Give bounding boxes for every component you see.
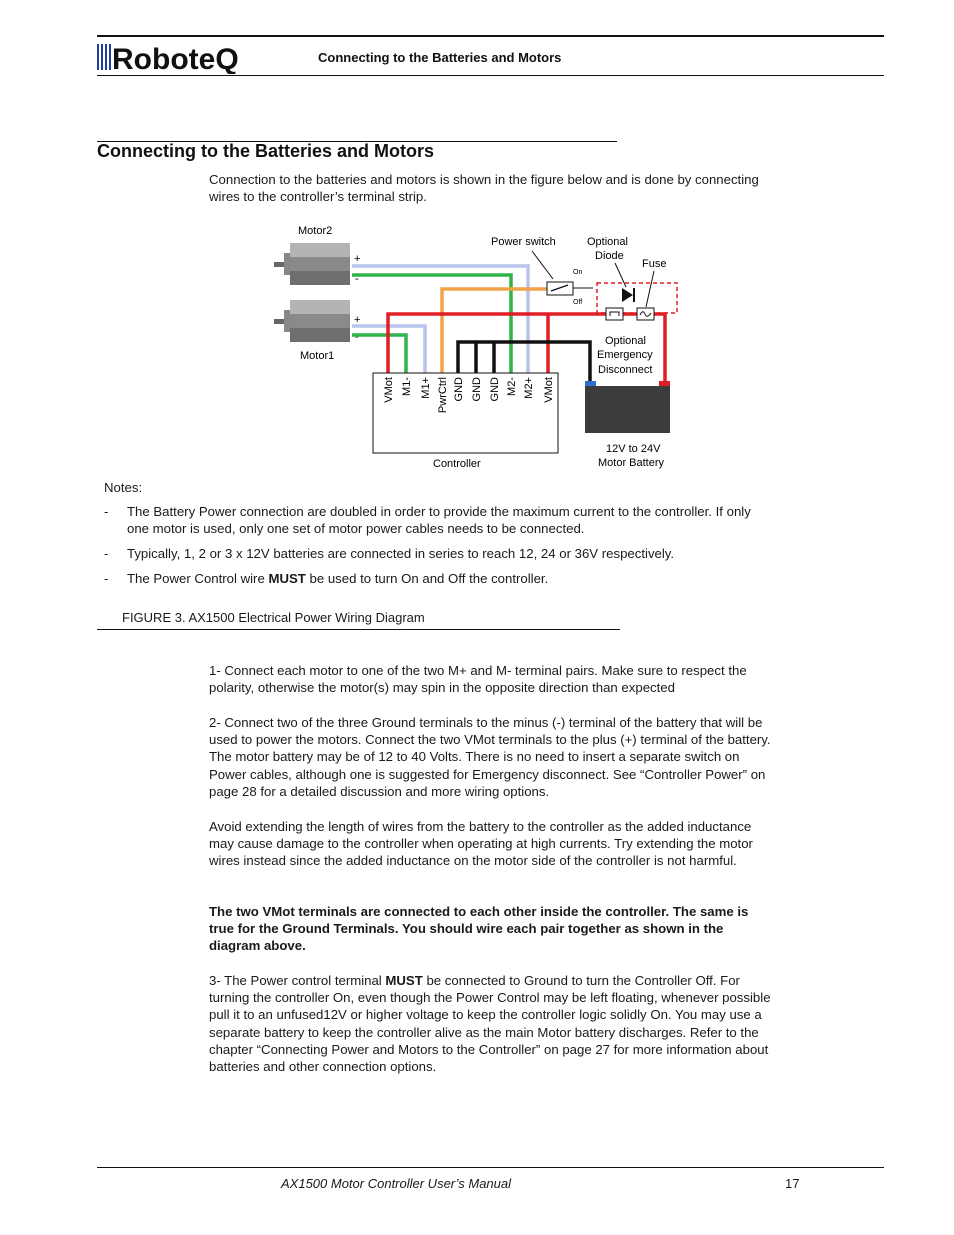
note-item-1: [104, 503, 774, 539]
section-title: Connecting to the Batteries and Motors: [97, 141, 435, 161]
motor1-minus: -: [355, 331, 359, 343]
motor1-label: Motor1: [300, 350, 335, 362]
diode-icon: [622, 288, 635, 302]
body-paragraph-1: 1- Connect each motor to one of the two M+ and M- terminal pairs. Make sure to respect the polarity, otherwise the motor(s) may spin in the opposite direction than expected: [209, 663, 747, 696]
motor2-label: Motor2: [298, 225, 333, 237]
header-top-rule: [97, 35, 884, 37]
note-text: The Power Control wire MUST be used to turn On and Off the controller.: [127, 571, 549, 586]
wire-m2-blue: [352, 266, 528, 373]
notes-label: Notes:: [104, 480, 143, 495]
disconnect-icon: [606, 308, 623, 320]
switch-on-label: On: [573, 269, 583, 276]
motor2-minus: -: [355, 273, 359, 285]
logo-text: RoboteQ: [112, 43, 239, 74]
note-dash: -: [104, 571, 109, 586]
footer-rule: [97, 1167, 884, 1168]
switch-off-label: Off: [573, 299, 583, 306]
disconnect-label-1: Optional: [605, 335, 646, 347]
body-paragraph-2: 2- Connect two of the three Ground terminals to the minus (-) terminal of the battery that will be used to power the motors. Connect the two VMot terminals to the plus (+) terminal of the battery. The motor battery may be of 12 to 40 Volts. There is no need to insert a separate switch on Power cables, although one is suggested for Emergency disconnect. See “Controller Power” on page 28 for a detailed discussion and more wiring options.: [209, 715, 771, 799]
battery-label-2: Motor Battery: [598, 457, 665, 469]
note-item-3: [104, 570, 774, 588]
running-header: Connecting to the Batteries and Motors: [318, 50, 562, 65]
power-switch-pointer: [532, 251, 553, 279]
body-paragraph-5: 3- The Power control terminal MUST be connected to Ground to turn the Controller Off. For turning the controller On, even though the Power Control may be left floating, whenever possible pull it to an unfused12V or higher voltage to keep the controller logic solidly On. You may use a separate battery to keep the controller alive as the main Motor battery discharges. Refer to the chapter “Connecting Power and Motors to the Controller” on page 27 for more information about batteries and other connection options.: [209, 973, 771, 1075]
terminal-label: GND: [453, 377, 465, 402]
terminal-label: VMot: [543, 377, 555, 403]
note-text: Typically, 1, 2 or 3 x 12V batteries are connected in series to reach 12, 24 or 36V respectively.: [127, 546, 675, 561]
motor2: [274, 243, 350, 285]
page-number: 17: [785, 1176, 800, 1191]
note-dash: -: [104, 546, 109, 561]
terminal-label: PwrCtrl: [437, 377, 449, 414]
body-paragraph-4: The two VMot terminals are connected to each other inside the controller. The same is true for the Ground Terminals. You should wire each pair together as shown in the diagram above.: [209, 904, 749, 954]
battery: [585, 381, 670, 433]
wire-m1-green: [352, 335, 406, 373]
roboteq-logo: [97, 40, 272, 74]
motor1: [274, 300, 350, 342]
disconnect-label-3: Disconnect: [598, 364, 653, 376]
note-text: The Battery Power connection are doubled in order to provide the maximum current to the controller. If only one motor is used, only one set of motor power cables needs to be connected.: [127, 504, 751, 537]
motor1-plus: +: [354, 314, 361, 326]
figure-rule: [97, 629, 620, 630]
terminal-label: M2-: [506, 377, 518, 396]
disconnect-label-2: Emergency: [597, 349, 653, 361]
terminal-label: GND: [471, 377, 483, 402]
controller-label: Controller: [433, 458, 481, 470]
note-item-2: [104, 545, 774, 563]
battery-label-1: 12V to 24V: [606, 443, 661, 455]
body-paragraph-3: Avoid extending the length of wires from the battery to the controller as the added inductance may cause damage to the controller when operating at high currents. Try extending the motor wires instead since the added inductance on the motor side of the controller is not harmful.: [209, 819, 753, 869]
intro-paragraph: Connection to the batteries and motors is shown in the figure below and is done by connecting wires to the controller’s terminal strip.: [209, 172, 759, 205]
diode-label-1: Optional: [587, 236, 628, 248]
footer-title: AX1500 Motor Controller User’s Manual: [281, 1176, 512, 1191]
terminal-label: M2+: [523, 377, 535, 399]
power-switch-label: Power switch: [491, 236, 556, 248]
fuse-label: Fuse: [642, 258, 667, 270]
motor2-plus: +: [354, 253, 361, 265]
figure-caption: FIGURE 3. AX1500 Electrical Power Wiring Diagram: [122, 610, 425, 625]
terminal-label: GND: [489, 377, 501, 402]
power-switch: [547, 282, 573, 295]
terminal-label: M1-: [401, 377, 413, 396]
terminal-label: VMot: [383, 377, 395, 403]
diode-label-2: Diode: [595, 250, 624, 262]
note-dash: -: [104, 504, 109, 519]
wiring-diagram: [270, 215, 690, 475]
terminal-label: M1+: [420, 377, 432, 399]
header-bottom-rule: [97, 75, 884, 76]
